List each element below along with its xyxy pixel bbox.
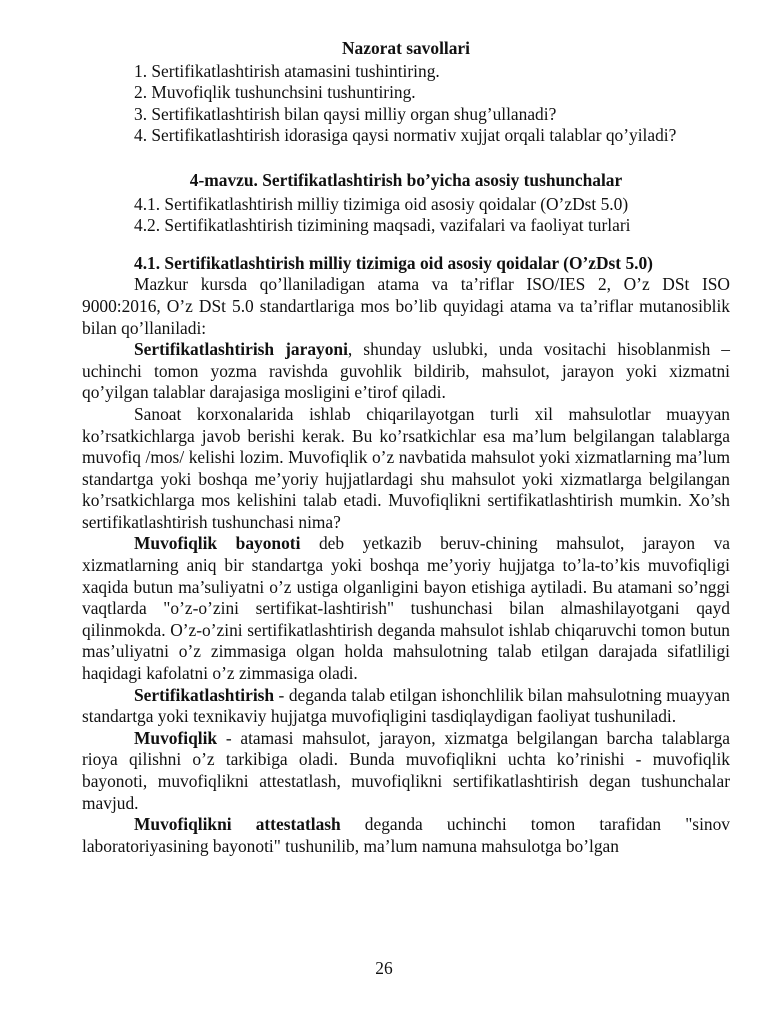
term-bold: Sertifikatlashtirish <box>134 684 275 705</box>
question-item: 3. Sertifikatlashtirish bilan qaysi milliy organ shug’ullanadi? <box>134 103 557 124</box>
paragraph-text: - atamasi mahsulot, jarayon, xizmatga belgilangan barcha talablarga rioya qilishni o’z tarkibiga oladi. Bunda muvofiqlikni uchta ko’rinishi - muvofiqlik bayonoti, muvofiqlikni attestatlash, muvofiqlikni sertifikatlashtirish degan tushunchalar mavjud. <box>82 727 730 813</box>
section-title: 4.1. Sertifikatlashtirish milliy tizimiga oid asosiy qoidalar (O’zDst 5.0) <box>134 252 653 273</box>
paragraph-certification <box>82 685 730 728</box>
section-intro: Mazkur kursda qo’llaniladigan atama va ta’riflar ISO/IES 2, O’z DSt ISO 9000:2016, O’z DSt 5.0 standartlariga mos bo’lib quyidagi atama va ta’riflar mutanosiblik bilan qo’llaniladi: <box>82 274 730 338</box>
page-number: 26 <box>375 958 393 978</box>
paragraph-text: , shunday uslubki, unda vositachi hisoblanmish – uchinchi tomon yozma ravishda guvohlik bildirib, mahsulot, jarayon yoki xizmatni qo’yilgan talablar darajasiga mosligini e’tirof qiladi. <box>82 339 730 403</box>
term-bold: Sertifikatlashtirish jarayoni <box>134 339 348 360</box>
term-bold: Muvofiqlik <box>134 727 218 748</box>
spacer <box>82 237 730 253</box>
question-item: 1. Sertifikatlashtirish atamasini tushintiring. <box>134 60 440 81</box>
questions-list <box>82 61 730 147</box>
paragraph-declaration <box>82 533 730 684</box>
topic-title: 4-mavzu. Sertifikatlashtirish bo’yicha asosiy tushunchalar <box>189 169 623 190</box>
paragraph-industry: Sanoat korxonalarida ishlab chiqarilayotgan turli xil mahsulotlar muayyan ko’rsatkichlarga javob berishi kerak. Bu ko’rsatkichlar esa ma’lum belgilangan talablarga muvofiq /mos/ kelishi lozim. Muvofiqlik o’z navbatida mahsulot yoki xizmatlarning ma’lum standartga yoki boshqa me’yoriy hujjatlardagi shu mahsulot yoki xizmatlarga belgilangan ko’rsatkichlarga mos kelishini talab etadi. Muvofiqlikni sertifikatlashtirish mumkin. Xo’sh sertifikatlashtirish tushunchasi nima? <box>82 403 730 532</box>
topic-item: 4.1. Sertifikatlashtirish milliy tizimiga oid asosiy qoidalar (O’zDst 5.0) <box>134 193 629 214</box>
paragraph-text: deganda uchinchi tomon tarafidan "sinov laboratoriyasining bayonoti" tushunilib, ma’lum namuna mahsulotga bo’lgan <box>82 814 730 856</box>
question-item: 2. Muvofiqlik tushunchsini tushuntiring. <box>134 82 416 103</box>
spacer <box>82 147 730 170</box>
term-bold: Muvofiqlik bayonoti <box>134 533 301 554</box>
paragraph-text: - deganda talab etilgan ishonchlilik bilan mahsulotning muayyan standartga yoki texnikaviy hujjatga muvofiqligini tasdiqlaydigan faoliyat tushuniladi. <box>82 684 730 727</box>
questions-heading: Nazorat savollari <box>342 38 470 58</box>
paragraph-conformity <box>82 728 730 814</box>
paragraph-attestation <box>82 814 730 857</box>
paragraph-text: deb yetkazib beruv-chining mahsulot, jarayon va xizmatlarning aniq bir standartga yoki boshqa me’yoriy hujjatga to’la-to’kis muvofiqligi xaqida butun ma’suliyatni o’z ustiga olganligini bayon etishiga aytiladi. Bu atamani so’nggi vaqtlarda "o’z-o’zini sertifikat-lashtirish" tushunchasi bilan almashilayotgani qayd qilinmokda. O’z-o’zini sertifikatlashtirish deganda mahsulot ishlab chiqaruvchi tomon butun mas’uliyatni o’z zimmasiga olgan holda mahsulotning talab etilgan darajada sifatliligi haqidagi kafolatni o’z zimmasiga oladi. <box>82 533 731 684</box>
paragraph-process <box>82 339 730 404</box>
topic-item: 4.2. Sertifikatlashtirish tizimining maqsadi, vazifalari va faoliyat turlari <box>134 215 631 236</box>
term-bold: Muvofiqlikni attestatlash <box>134 814 341 835</box>
question-item: 4. Sertifikatlashtirish idorasiga qaysi normativ xujjat orqali talablar qo’yiladi? <box>134 125 677 146</box>
